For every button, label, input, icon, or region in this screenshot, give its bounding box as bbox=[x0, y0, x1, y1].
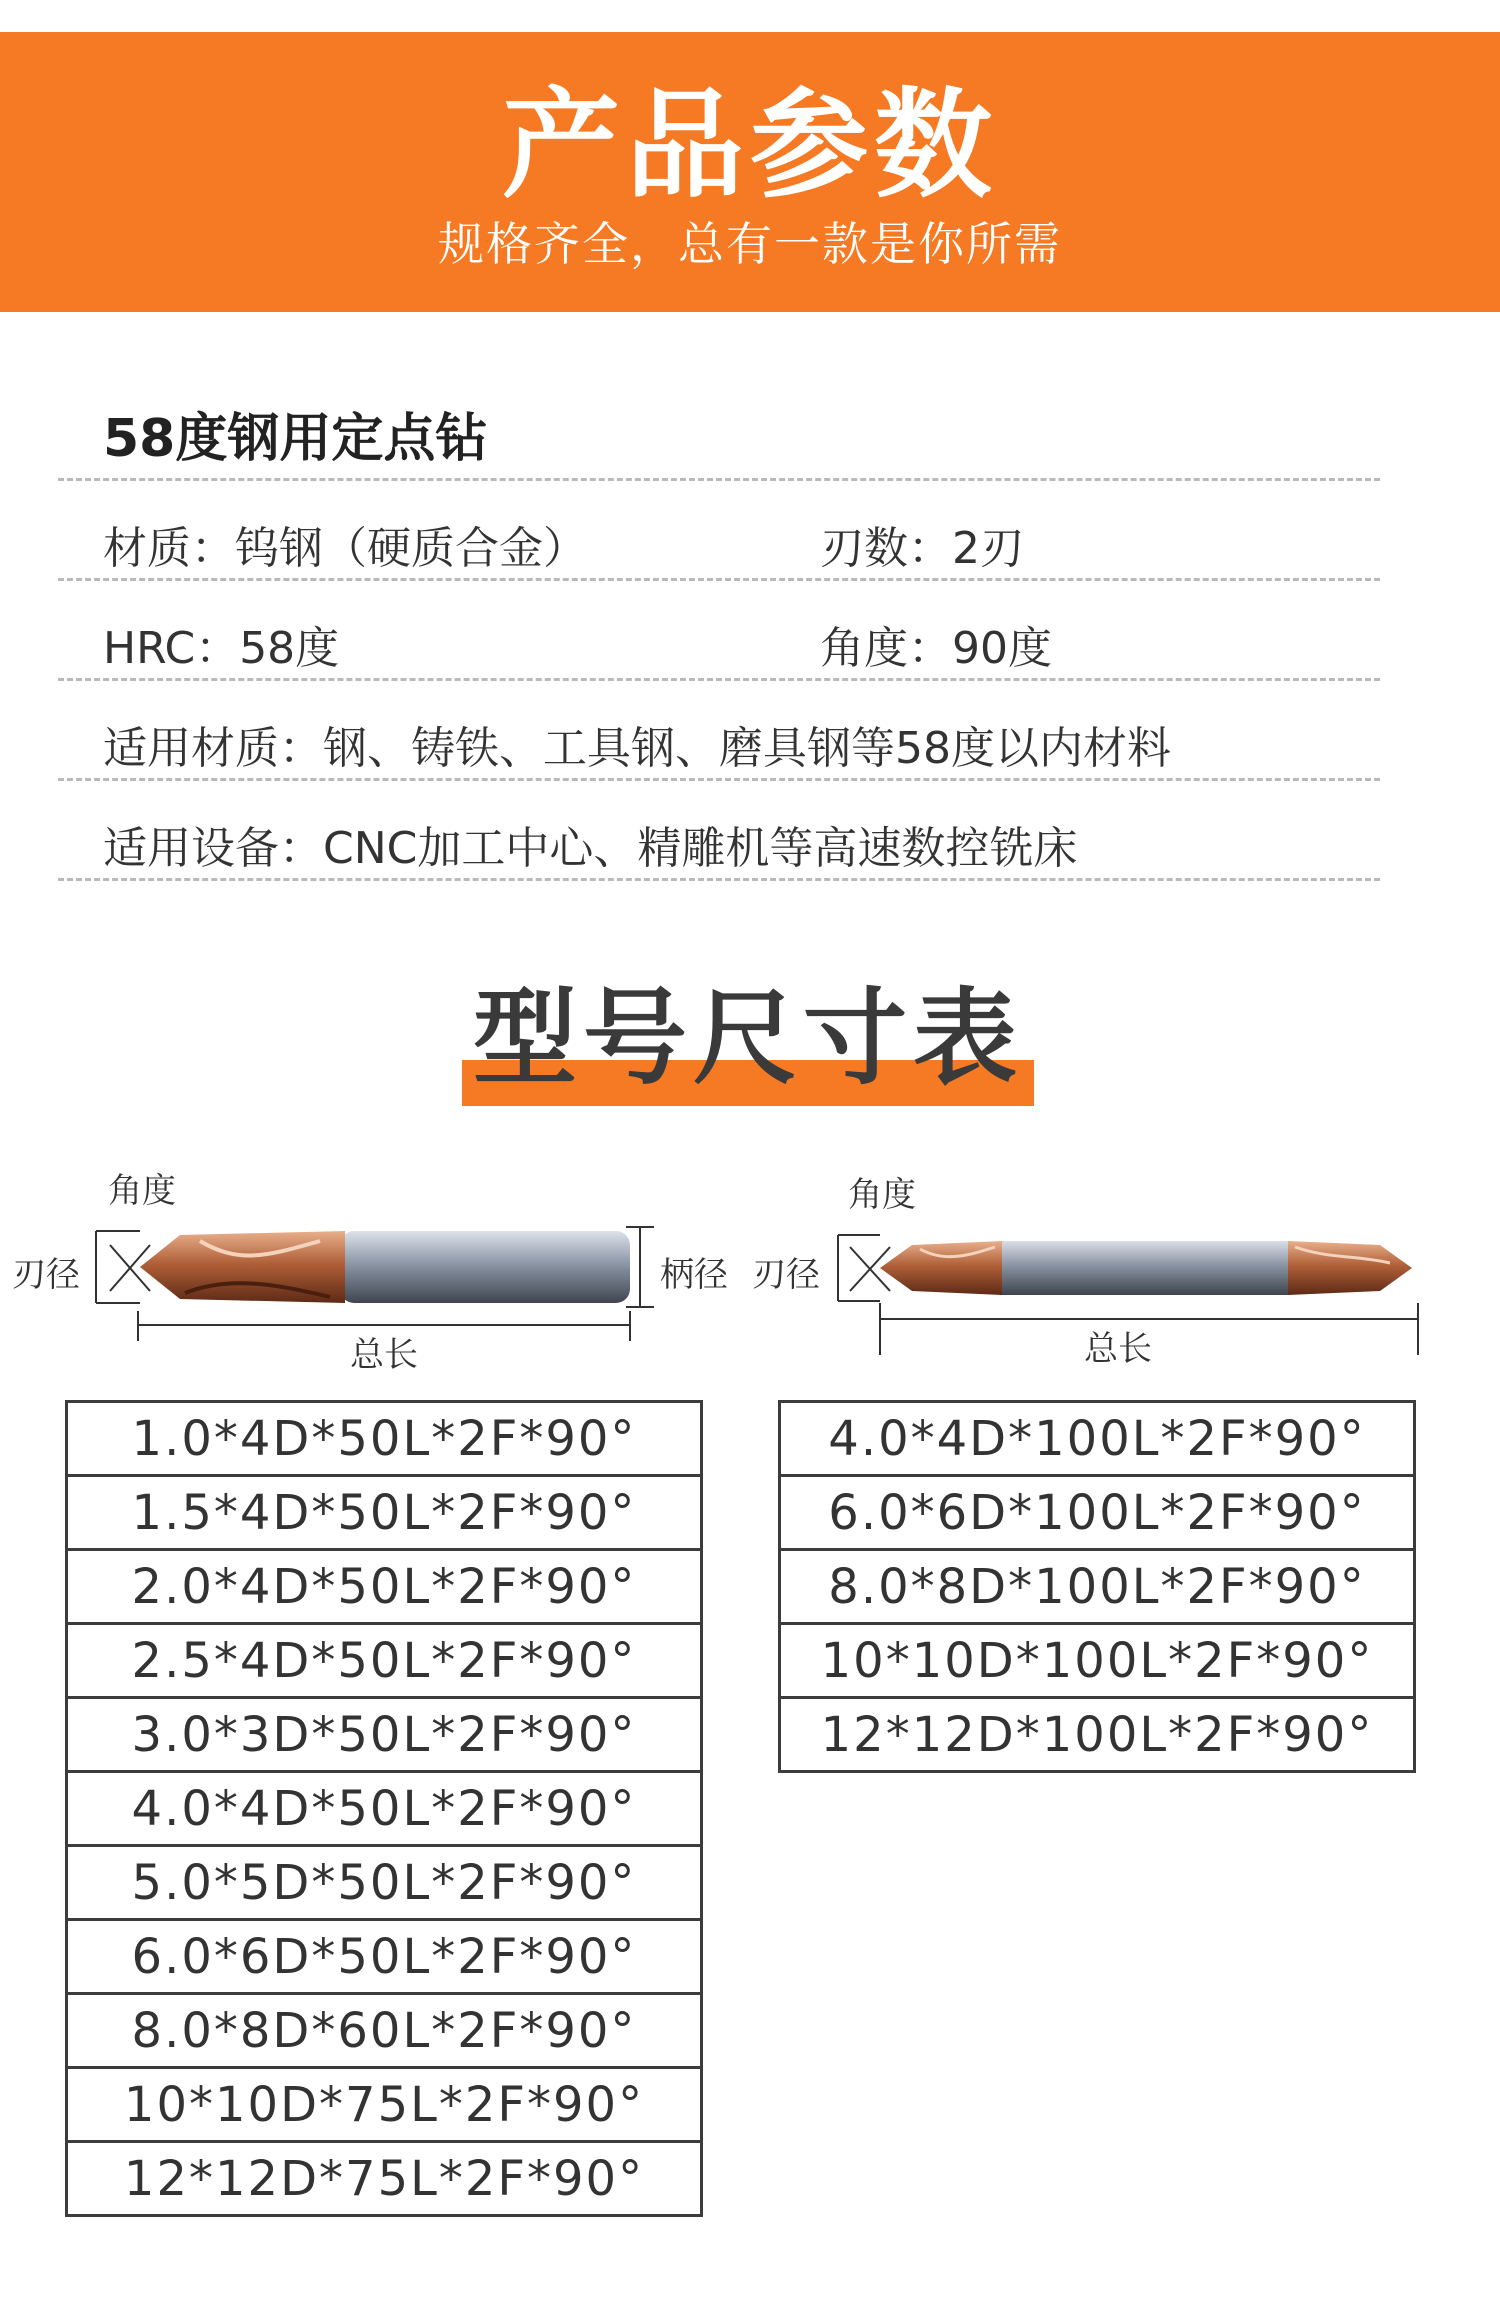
model-cell: 1.0*4D*50L*2F*90° bbox=[67, 1402, 702, 1476]
right-model-table bbox=[778, 1400, 1416, 1773]
model-cell: 8.0*8D*60L*2F*90° bbox=[67, 1994, 702, 2068]
spec-material: 材质：钨钢（硬质合金） bbox=[103, 523, 587, 574]
table-row bbox=[67, 1624, 702, 1698]
product-title bbox=[58, 392, 1380, 472]
spec-row-hrc bbox=[58, 590, 1380, 690]
table-row bbox=[67, 1846, 702, 1920]
banner-subtitle: 规格齐全，总有一款是你所需 bbox=[438, 217, 1062, 271]
table-row bbox=[780, 1402, 1415, 1476]
table-row bbox=[780, 1624, 1415, 1698]
model-cell: 10*10D*100L*2F*90° bbox=[780, 1624, 1415, 1698]
angle-label: 角度 bbox=[848, 1175, 916, 1215]
table-row bbox=[67, 1476, 702, 1550]
spec-row-materials bbox=[58, 690, 1380, 790]
table-row bbox=[67, 1920, 702, 1994]
size-table-title: 型号尺寸表 bbox=[472, 977, 1023, 1099]
model-cell: 12*12D*75L*2F*90° bbox=[67, 2142, 702, 2216]
angle-label: 角度 bbox=[108, 1171, 176, 1211]
model-cell: 4.0*4D*100L*2F*90° bbox=[780, 1402, 1415, 1476]
table-row bbox=[780, 1476, 1415, 1550]
model-cell: 12*12D*100L*2F*90° bbox=[780, 1698, 1415, 1772]
banner-title: 产品参数 bbox=[501, 76, 998, 214]
table-row bbox=[67, 1698, 702, 1772]
product-title-text: 58度钢用定点钻 bbox=[103, 409, 488, 469]
spec-row-equipment bbox=[58, 790, 1380, 890]
shank bbox=[1000, 1241, 1290, 1295]
spec-applicable-equipment: 适用设备：CNC加工中心、精雕机等高速数控铣床 bbox=[103, 823, 1078, 874]
double-end-drill-diagram bbox=[740, 1155, 1440, 1375]
table-row bbox=[780, 1550, 1415, 1624]
model-cell: 6.0*6D*50L*2F*90° bbox=[67, 1920, 702, 1994]
total-length-label: 总长 bbox=[350, 1335, 418, 1375]
spec-flutes: 刃数：2刃 bbox=[820, 523, 1024, 574]
shank-dia-label: 柄径 bbox=[660, 1255, 728, 1295]
model-cell: 5.0*5D*50L*2F*90° bbox=[67, 1846, 702, 1920]
table-row bbox=[67, 2068, 702, 2142]
model-cell: 4.0*4D*50L*2F*90° bbox=[67, 1772, 702, 1846]
table-row bbox=[67, 1994, 702, 2068]
left-model-table bbox=[65, 1400, 703, 2217]
model-cell: 2.5*4D*50L*2F*90° bbox=[67, 1624, 702, 1698]
model-cell: 8.0*8D*100L*2F*90° bbox=[780, 1550, 1415, 1624]
model-cell: 6.0*6D*100L*2F*90° bbox=[780, 1476, 1415, 1550]
table-row bbox=[67, 2142, 702, 2216]
spec-applicable-materials: 适用材质：钢、铸铁、工具钢、磨具钢等58度以内材料 bbox=[103, 723, 1171, 774]
table-row bbox=[67, 1402, 702, 1476]
model-cell: 1.5*4D*50L*2F*90° bbox=[67, 1476, 702, 1550]
model-cell: 10*10D*75L*2F*90° bbox=[67, 2068, 702, 2142]
shank bbox=[340, 1231, 630, 1303]
blade-dia-label: 刃径 bbox=[12, 1255, 80, 1295]
divider bbox=[58, 878, 1380, 881]
divider bbox=[58, 678, 1380, 681]
blade-dia-label: 刃径 bbox=[752, 1255, 820, 1295]
model-cell: 3.0*3D*50L*2F*90° bbox=[67, 1698, 702, 1772]
divider bbox=[58, 478, 1380, 481]
header-banner bbox=[0, 32, 1500, 312]
model-cell: 2.0*4D*50L*2F*90° bbox=[67, 1550, 702, 1624]
spec-row-material bbox=[58, 490, 1380, 590]
table-row bbox=[67, 1772, 702, 1846]
spec-hrc: HRC：58度 bbox=[103, 623, 340, 674]
table-row bbox=[67, 1550, 702, 1624]
spec-angle: 角度：90度 bbox=[820, 623, 1052, 674]
divider bbox=[58, 578, 1380, 581]
divider bbox=[58, 778, 1380, 781]
single-end-drill-diagram bbox=[0, 1155, 740, 1375]
table-row bbox=[780, 1698, 1415, 1772]
total-length-label: 总长 bbox=[1084, 1329, 1152, 1369]
